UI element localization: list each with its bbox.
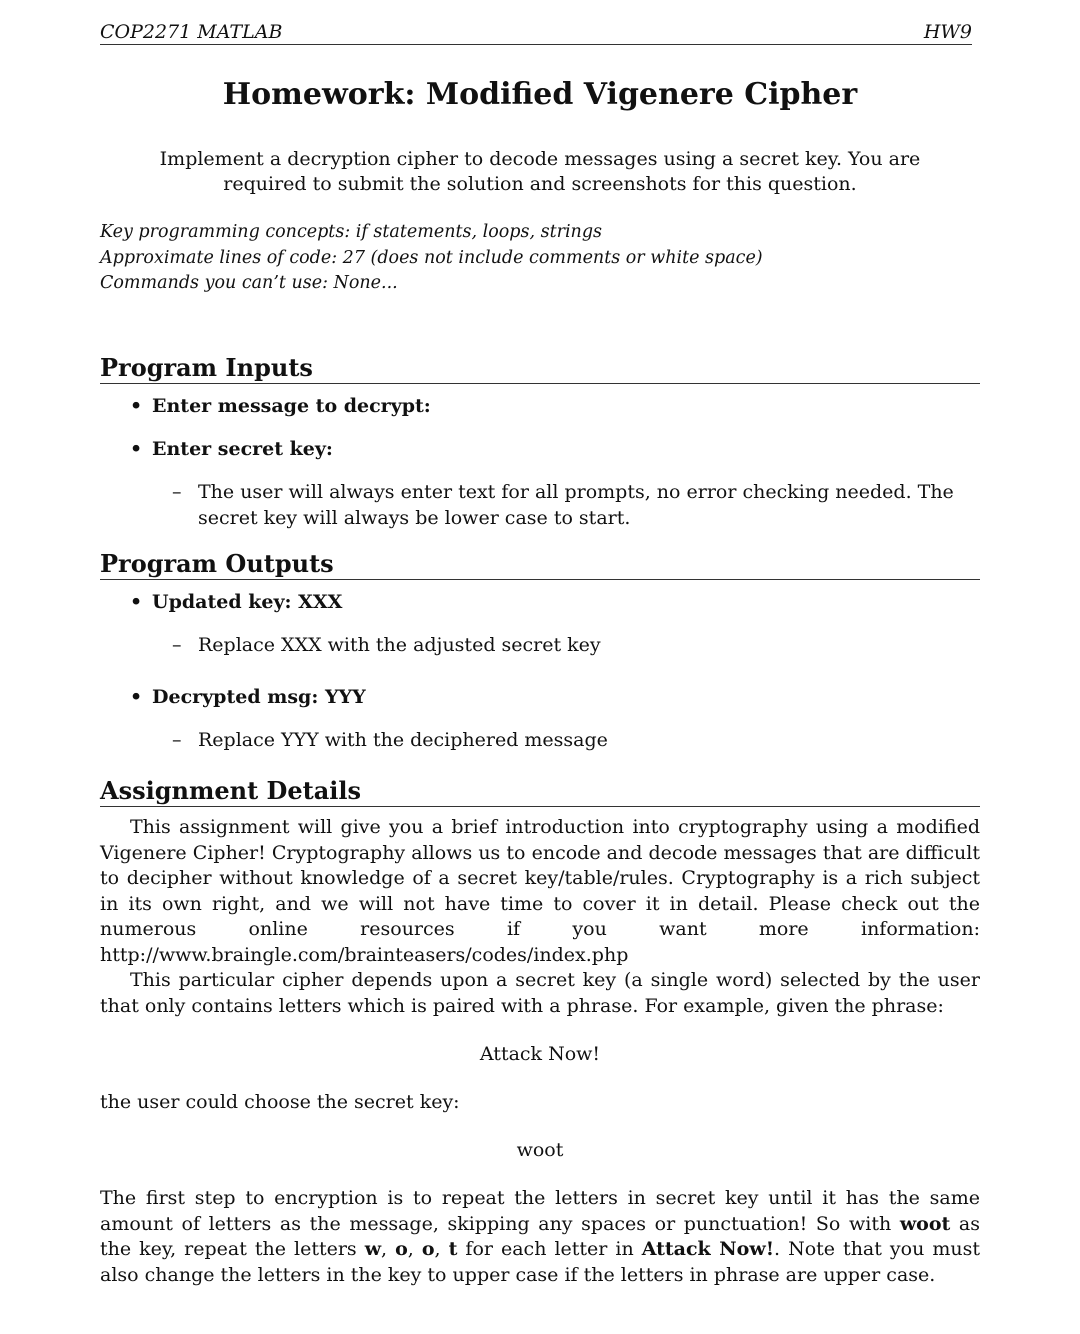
para4-text: , — [381, 1238, 396, 1260]
dash-marker: – — [172, 481, 182, 503]
input-bullet-key — [130, 437, 980, 462]
lines-of-code: Approximate lines of code: 27 (does not include comments or white space) — [100, 247, 763, 268]
intro-text: Implement a decryption cipher to decode messages using a secret key. You are required to submit the solution and screenshots for this question. — [159, 148, 921, 195]
para4-text: as the key, repeat the letters — [100, 1212, 980, 1260]
course-label: COP2271 MATLAB — [100, 21, 283, 43]
para4-bold: o — [421, 1238, 435, 1260]
section-heading-details: Assignment Details — [100, 776, 980, 807]
note-text: The user will always enter text for all prompts, no error checking needed. The secret key will always be lower case to start. — [198, 481, 954, 529]
section-heading-inputs: Program Inputs — [100, 353, 980, 384]
para4-bold: t — [448, 1238, 458, 1260]
para4-bold: o — [395, 1238, 408, 1260]
output-note-msg — [172, 728, 1006, 754]
bullet-dot: • — [130, 686, 143, 708]
example-phrase: Attack Now! — [479, 1043, 601, 1065]
note-text: Replace YYY with the deciphered message — [198, 729, 608, 751]
output-note-key — [172, 633, 1006, 659]
details-paragraph-1: This assignment will give you a brief introduction into cryptography using a modified Vigenere Cipher! Cryptography allows us to encode and decode messages that are difficult to decipher without knowledge of a secret key/table/rules. Cryptography is a rich subject in its own right, and we will not have time to cover it in detail. Please check out the numerous online resources if you want more information: http://www.braingle.com/brainteasers/codes/index.php — [100, 816, 980, 966]
bullet-dot: • — [130, 438, 143, 460]
bullet-dot: • — [130, 591, 143, 613]
para4-text: , — [407, 1238, 422, 1260]
details-paragraph-4 — [100, 1186, 980, 1288]
bullet-dot: • — [130, 395, 143, 417]
banned-commands: Commands you can’t use: None... — [100, 273, 398, 293]
key-concepts: Key programming concepts: if statements, loops, strings — [100, 222, 603, 242]
note-text: Replace XXX with the adjusted secret key — [198, 634, 601, 656]
page-header — [100, 20, 972, 45]
details-paragraph-2: This particular cipher depends upon a secret key (a single word) selected by the user that only contains letters which is paired with a phrase. For example, given the phrase: — [100, 969, 980, 1017]
para4-text: for each letter in — [457, 1238, 642, 1260]
example-key: woot — [516, 1139, 564, 1161]
para4-bold: woot — [899, 1212, 951, 1235]
para4-text: , — [434, 1238, 449, 1260]
bullet-text: Enter secret key: — [152, 438, 333, 460]
bullet-text: Decrypted msg: YYY — [152, 686, 366, 708]
output-bullet-msg — [130, 685, 980, 710]
para4-text: The first step to encryption is to repeat the letters in secret key until it has the same amount of letters as the message, skipping any spaces or punctuation! So with — [100, 1187, 980, 1235]
output-bullet-key — [130, 590, 980, 615]
homework-label: HW9 — [923, 21, 972, 43]
input-bullet-message — [130, 394, 980, 419]
dash-marker: – — [172, 729, 182, 751]
meta-block — [100, 220, 980, 297]
page-title: Homework: Modified Vigenere Cipher — [222, 77, 858, 112]
input-note — [172, 480, 1006, 531]
bullet-text: Updated key: XXX — [152, 591, 343, 613]
section-heading-outputs: Program Outputs — [100, 549, 980, 580]
para4-bold: w — [364, 1238, 382, 1260]
bullet-text: Enter message to decrypt: — [152, 395, 431, 417]
details-paragraph-3: the user could choose the secret key: — [100, 1091, 460, 1113]
dash-marker: – — [172, 634, 182, 656]
para4-bold: Attack Now! — [641, 1238, 775, 1260]
para4-text: . Note that you must also change the letters in the key to upper case if the letters in phrase are upper case. — [100, 1238, 980, 1286]
